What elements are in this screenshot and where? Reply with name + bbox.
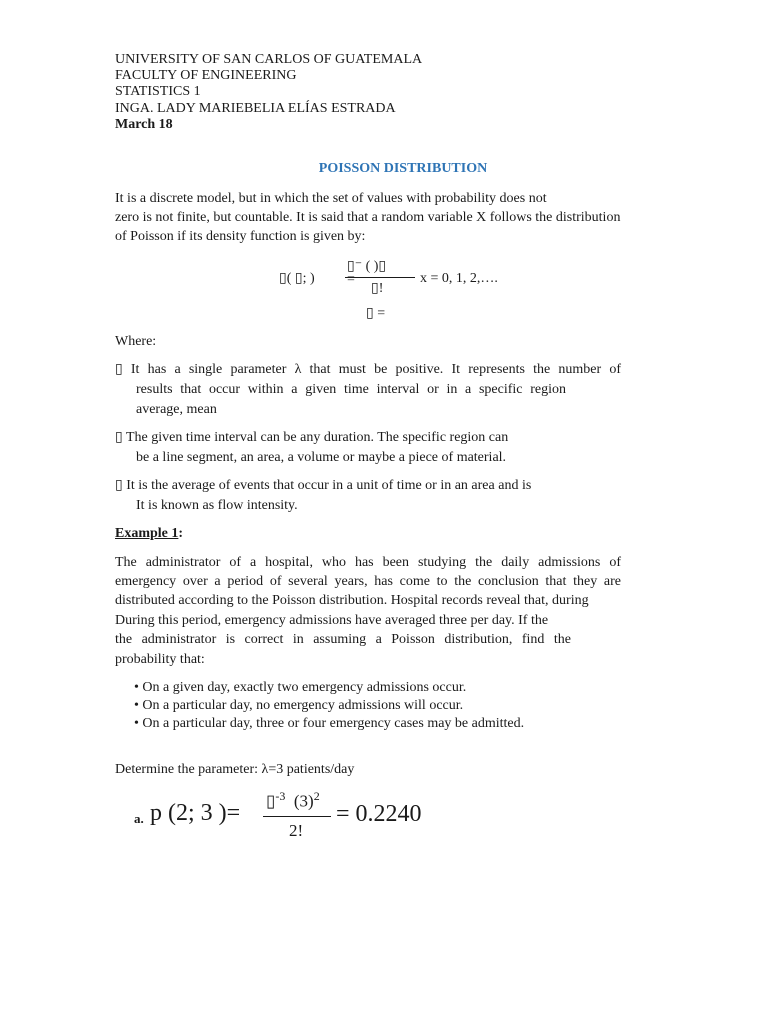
example-heading-colon: : — [178, 526, 184, 541]
where-item-cont: results that occur within a given time interval or in a specific region — [136, 382, 566, 397]
faculty-name: FACULTY OF ENGINEERING — [115, 68, 297, 83]
example-line: probability that: — [115, 652, 205, 667]
bullet-icon: ▯ — [115, 430, 123, 445]
where-label: Where: — [115, 334, 157, 349]
intro-line: zero is not finite, but countable. It is said that a random variable X follows the distribution — [115, 210, 621, 225]
intro-line: It is a discrete model, but in which the set of values with probability does not — [115, 191, 547, 206]
bullet-icon: ▯ — [115, 362, 123, 377]
example-bullet: • On a particular day, three or four emergency cases may be admitted. — [134, 716, 525, 731]
example-heading — [115, 524, 183, 544]
formula-range: x = 0, 1, 2,…. — [420, 271, 498, 286]
e-symbol: ▯ — [266, 791, 276, 811]
intro-line: of Poisson if its density function is given by: — [115, 229, 366, 244]
formula-numerator: ▯⁻ ( )▯ — [347, 259, 387, 274]
page-title: POISSON DISTRIBUTION — [318, 161, 488, 176]
example-line: the administrator is correct in assuming a Poisson distribution, find the — [115, 632, 571, 647]
example-line: The administrator of a hospital, who has been studying the daily admissions of — [115, 555, 621, 570]
bullet-icon: ▯ — [115, 478, 123, 493]
solution-numerator — [266, 789, 320, 812]
formula-parameter: ▯ = — [366, 306, 386, 321]
example-bullet: • On a particular day, no emergency admissions will occur. — [134, 698, 464, 713]
example-bullet: • On a given day, exactly two emergency admissions occur. — [134, 680, 467, 695]
formula-denominator: ▯! — [371, 281, 384, 296]
where-item-text: It has a single parameter λ that must be positive. It represents the number of — [130, 362, 621, 377]
where-item-cont: It is known as flow intensity. — [136, 498, 298, 513]
solution-label: a. — [134, 811, 144, 826]
where-item — [115, 360, 621, 380]
formula-equals: = — [347, 272, 355, 287]
formula-fraction-bar — [345, 277, 415, 278]
solution-result: = 0.2240 — [336, 801, 422, 827]
solution-lhs: p (2; 3 )= — [150, 800, 241, 826]
example-line: distributed according to the Poisson distribution. Hospital records reveal that, during — [115, 593, 589, 608]
formula-lhs: ▯( ▯; ) — [279, 271, 315, 286]
num-exponent: -3 — [275, 789, 286, 803]
university-name: UNIVERSITY OF SAN CARLOS OF GUATEMALA — [115, 52, 423, 67]
where-item — [115, 428, 508, 448]
where-item — [115, 476, 531, 496]
example-line: emergency over a period of several years, has come to the conclusion that they are — [115, 574, 621, 589]
solution-fraction-bar — [263, 816, 331, 817]
num-base: (3) — [293, 791, 314, 811]
num-power: 2 — [313, 789, 320, 803]
where-item-cont: average, mean — [136, 402, 217, 417]
solution-denominator: 2! — [289, 821, 304, 840]
example-line: During this period, emergency admissions have averaged three per day. If the — [115, 613, 549, 628]
document-date: March 18 — [115, 117, 173, 132]
instructor-name: INGA. LADY MARIEBELIA ELÍAS ESTRADA — [115, 101, 396, 116]
where-item-text: The given time interval can be any duration. The specific region can — [125, 430, 509, 445]
parameter-line: Determine the parameter: λ=3 patients/day — [115, 762, 355, 777]
where-item-text: It is the average of events that occur in a unit of time or in an area and is — [126, 478, 532, 493]
course-name: STATISTICS 1 — [115, 84, 201, 99]
where-item-cont: be a line segment, an area, a volume or maybe a piece of material. — [136, 450, 507, 465]
example-heading-text: Example 1 — [115, 526, 179, 541]
